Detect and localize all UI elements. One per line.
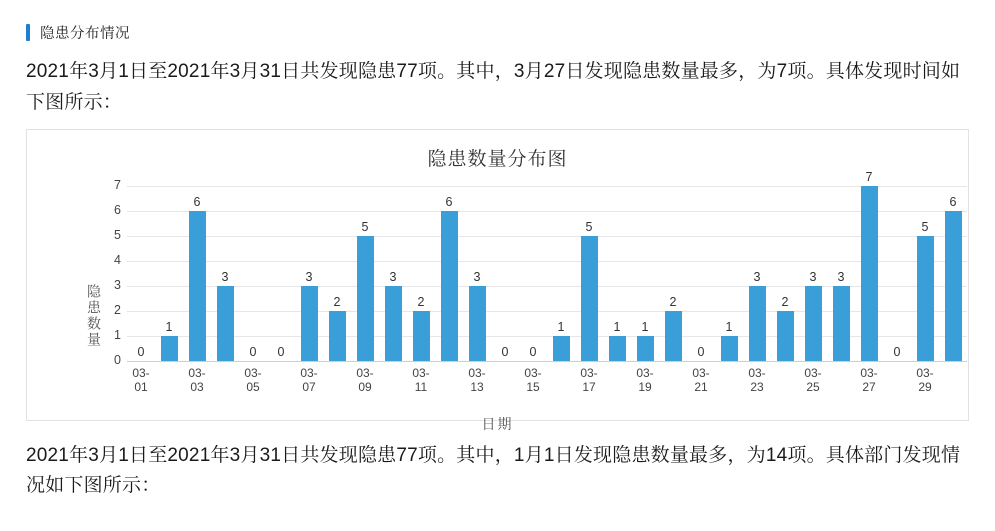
y-axis-tick-label: 7 (114, 177, 121, 192)
bar-value-label: 3 (305, 269, 313, 284)
bar-slot[interactable] (687, 186, 715, 361)
section-title: 隐患分布情况 (40, 26, 130, 42)
y-axis-tick-label: 2 (114, 302, 121, 317)
x-axis-tick-label (211, 366, 239, 394)
bar-value-label: 0 (137, 344, 145, 359)
bar[interactable] (553, 336, 570, 361)
bar[interactable] (469, 286, 486, 361)
bar-value-label: 0 (277, 344, 285, 359)
bar[interactable] (665, 311, 682, 361)
x-axis-tick-labels (127, 366, 967, 394)
bar[interactable] (609, 336, 626, 361)
bar-slot[interactable] (239, 186, 267, 361)
bar-value-label: 5 (361, 219, 369, 234)
x-axis-tick-label: 03-19 (636, 365, 654, 394)
summary-paragraph-second: 2021年3月1日至2021年3月31日共发现隐患77项。其中，1月1日发现隐患数量最多，为14项。具体部门发现情况如下图所示： (26, 444, 961, 497)
bar-value-label: 3 (221, 269, 229, 284)
bar-slot[interactable] (547, 186, 575, 361)
y-axis-tick-label: 0 (114, 352, 121, 367)
x-axis-tick-label (435, 366, 463, 394)
bar[interactable] (357, 236, 374, 361)
bar-value-label: 2 (669, 294, 677, 309)
x-axis-tick-label: 03-09 (356, 365, 374, 394)
bar-value-label: 5 (585, 219, 593, 234)
bar[interactable] (637, 336, 654, 361)
bar[interactable] (385, 286, 402, 361)
bar-slot[interactable] (911, 186, 939, 361)
bar-slot[interactable] (379, 186, 407, 361)
x-axis-tick-label (883, 366, 911, 394)
bar-value-label: 1 (557, 319, 565, 334)
x-axis-tick-label (267, 366, 295, 394)
bar[interactable] (833, 286, 850, 361)
bar[interactable] (805, 286, 822, 361)
y-axis-tick-label: 1 (114, 327, 121, 342)
bar-slot[interactable] (771, 186, 799, 361)
bar-value-label: 1 (165, 319, 173, 334)
bar-slot[interactable] (799, 186, 827, 361)
bar-value-label: 2 (333, 294, 341, 309)
x-axis-tick-label: 03-05 (244, 365, 262, 394)
bar-value-label: 0 (249, 344, 257, 359)
x-axis-tick-label: 03-03 (188, 365, 206, 394)
chart-body (27, 169, 968, 432)
chart-card (26, 129, 969, 432)
bar-slot[interactable] (407, 186, 435, 361)
bar-value-label: 5 (921, 219, 929, 234)
bar-value-label: 3 (809, 269, 817, 284)
bar[interactable] (441, 211, 458, 361)
bar-value-label: 0 (501, 344, 509, 359)
x-axis-tick-label: 03-07 (300, 365, 318, 394)
plot-area (114, 169, 967, 367)
bar-slot[interactable] (855, 169, 883, 361)
section-header (0, 0, 995, 43)
x-axis-tick-label: 03-01 (132, 365, 150, 394)
bar-slot[interactable] (939, 186, 967, 361)
x-axis-tick-label: 03-13 (468, 365, 486, 394)
bar-slot[interactable] (295, 186, 323, 361)
bar-value-label: 0 (893, 344, 901, 359)
bar[interactable] (217, 286, 234, 361)
y-axis-tick-label: 4 (114, 252, 121, 267)
x-axis-tick-label (771, 366, 799, 394)
y-axis-tick-label: 3 (114, 277, 121, 292)
bar-slot[interactable] (127, 186, 155, 361)
bar-slot[interactable] (323, 186, 351, 361)
bar[interactable] (917, 236, 934, 361)
bar-value-label: 3 (753, 269, 761, 284)
bar[interactable] (945, 211, 962, 361)
bar-value-label: 2 (417, 294, 425, 309)
bar[interactable] (301, 286, 318, 361)
bar[interactable] (161, 336, 178, 361)
bar-value-label: 3 (389, 269, 397, 284)
x-axis-tick-label (323, 366, 351, 394)
bar-value-label: 1 (613, 319, 621, 334)
bar-slot[interactable] (267, 186, 295, 361)
bar[interactable] (777, 311, 794, 361)
x-axis-label: 日期 (481, 415, 514, 432)
bar[interactable] (189, 211, 206, 361)
bar-slot[interactable] (435, 186, 463, 361)
x-axis-tick-label (827, 366, 855, 394)
bar[interactable] (581, 236, 598, 361)
x-axis-tick-label: 03-27 (860, 365, 878, 394)
bar-slot[interactable] (659, 186, 687, 361)
bar-slot[interactable] (463, 186, 491, 361)
bar-value-label: 6 (949, 194, 957, 209)
bar-slot[interactable] (715, 186, 743, 361)
bar-slot[interactable] (631, 186, 659, 361)
x-axis-tick-label: 03-21 (692, 365, 710, 394)
bar-slot[interactable] (883, 186, 911, 361)
section-accent-bar (26, 24, 30, 41)
bar-group (127, 169, 967, 361)
bar-value-label: 2 (781, 294, 789, 309)
gridline (127, 361, 967, 362)
bar-slot[interactable] (211, 186, 239, 361)
bar-slot[interactable] (351, 186, 379, 361)
bar-slot[interactable] (603, 186, 631, 361)
bar-value-label: 0 (697, 344, 705, 359)
x-axis-tick-label: 03-11 (412, 365, 430, 394)
y-axis-tick-label: 5 (114, 227, 121, 242)
bar-value-label: 7 (865, 169, 873, 184)
x-axis-tick-label (659, 366, 687, 394)
x-axis-tick-label (155, 366, 183, 394)
y-axis-tick-label: 6 (114, 202, 121, 217)
x-axis-tick-label: 03-15 (524, 365, 542, 394)
x-axis-tick-label (547, 366, 575, 394)
x-axis-tick-label (491, 366, 519, 394)
x-axis-tick-label: 03-23 (748, 365, 766, 394)
bar[interactable] (861, 186, 878, 361)
bar-slot[interactable] (155, 186, 183, 361)
bar-value-label: 6 (445, 194, 453, 209)
bar-value-label: 3 (473, 269, 481, 284)
bar-value-label: 3 (837, 269, 845, 284)
bar-slot[interactable] (743, 186, 771, 361)
bar-slot[interactable] (491, 186, 519, 361)
bar-slot[interactable] (183, 186, 211, 361)
bar[interactable] (329, 311, 346, 361)
bar[interactable] (721, 336, 738, 361)
x-axis-tick-label: 03-25 (804, 365, 822, 394)
x-axis-tick-label: 03-29 (916, 365, 934, 394)
y-axis-label: 隐患数量 (86, 283, 102, 348)
bar-slot[interactable] (519, 186, 547, 361)
bar-value-label: 0 (529, 344, 537, 359)
bar-value-label: 1 (641, 319, 649, 334)
x-axis-tick-label: 03-17 (580, 365, 598, 394)
bar-slot[interactable] (575, 186, 603, 361)
x-axis-tick-label (715, 366, 743, 394)
chart-title: 隐患数量分布图 (427, 148, 568, 170)
bar-value-label: 6 (193, 194, 201, 209)
x-axis-tick-label (379, 366, 407, 394)
bar-value-label: 1 (725, 319, 733, 334)
summary-paragraph-first: 2021年3月1日至2021年3月31日共发现隐患77项。其中，3月27日发现隐患数量最多，为7项。具体发现时间如下图所示： (26, 61, 961, 113)
x-axis-tick-label (603, 366, 631, 394)
bar[interactable] (413, 311, 430, 361)
x-axis-tick-label (939, 366, 967, 394)
bar-slot[interactable] (827, 186, 855, 361)
bar[interactable] (749, 286, 766, 361)
